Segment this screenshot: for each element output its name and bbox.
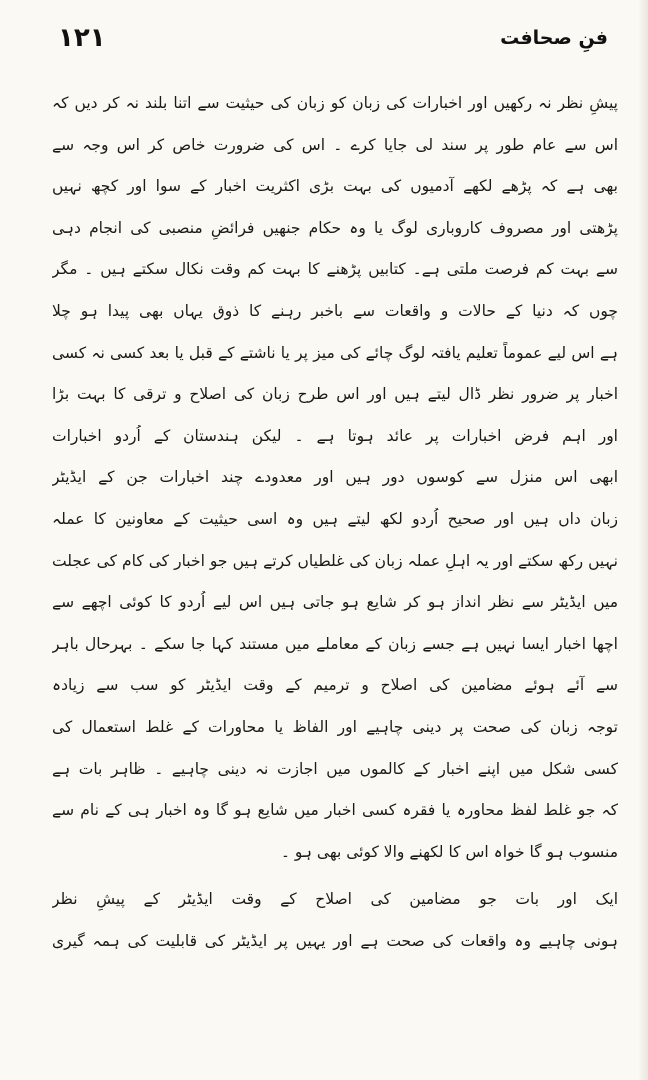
text-line: بھی ہے کہ پڑھے لکھے آدمیوں کی بہت بڑی اکثریت اخبار کے سوا اور کچھ نہیں	[52, 177, 618, 196]
text-line: ابھی اس منزل سے کوسوں دور ہیں اور معدودے چند اخبارات جن کے ایڈیٹر	[52, 468, 618, 487]
text-line-paragraph-end: منسوب ہو گا خواہ اس کا لکھنے والا کوئی بھی ہو ۔	[280, 842, 618, 861]
text-line-paragraph-start: ایک اور بات جو مضامین کی اصلاح کے وقت ایڈیٹر کے پیشِ نظر	[52, 890, 618, 909]
text-line: اس سے عام طور پر سند لی جایا کرے ۔ اس کی ضرورت خاص کر اس وجہ سے	[52, 135, 618, 154]
text-line: چوں کہ دنیا کے حالات و واقعات سے باخبر رہنے کا ذوق یہاں بھی پیدا ہو چلا	[52, 301, 618, 320]
text-line: کہ جو غلط لفظ محاورہ یا فقرہ کسی اخبار میں شایع ہو گا وہ اخبار ہی کے نام سے	[52, 801, 618, 820]
text-line: سے بہت کم فرصت ملتی ہے۔ کتابیں پڑھنے کا بہت کم وقت نکال سکتے ہیں ۔ مگر	[52, 260, 618, 279]
text-line: میں ایڈیٹر سے نظر انداز ہو کر شایع ہو جاتی ہیں اس لیے اُردو کا کوئی اچھے سے	[52, 593, 618, 612]
page-edge-shadow	[638, 0, 648, 1080]
text-line: اور اہم فرض اخبارات پر عائد ہوتا ہے ۔ لیکن ہندستان کے اُردو اخبارات	[52, 426, 618, 445]
text-line: توجہ زبان کی صحت پر دینی چاہیے اور الفاظ یا محاورات کے غلط استعمال کی	[52, 717, 618, 736]
page-number: ۱۲۱	[58, 23, 106, 53]
text-line: سے آئے ہوئے مضامین کی اصلاح و ترمیم کے وقت ایڈیٹر کو سب سے زیادہ	[52, 676, 618, 695]
text-line: پڑھتی اور مصروف کاروباری لوگ یا وہ حکام جنھیں فرائضِ منصبی کی انجام دہی	[52, 218, 618, 237]
text-line: کسی شکل میں اپنے اخبار کے کالموں میں اجازت نہ دینی چاہیے ۔ ظاہر بات ہے	[52, 759, 618, 778]
text-line: پیشِ نظر نہ رکھیں اور اخبارات کی زبان کو زبان کی حیثیت سے اتنا بلند نہ کر دیں کہ	[52, 94, 618, 112]
text-line: ہونی چاہیے وہ واقعات کی صحت ہے اور یہیں پر ایڈیٹر کی قابلیت کی ہمہ گیری	[52, 931, 618, 950]
body-text	[52, 92, 618, 971]
text-line: اخبار پر ضرور نظر ڈال لیتے ہیں اور اس طرح زبان کی اصلاح و ترقی کا بہت بڑا	[52, 385, 618, 404]
page-header	[58, 18, 608, 58]
text-line: اچھا اخبار ایسا نہیں ہے جسے زبان کے معاملے میں مستند کہا جا سکے ۔ بہرحال باہر	[52, 634, 618, 653]
text-line: نہیں رکھ سکتے اور یہ اہلِ عملہ زبان کی غلطیاں کرتے ہیں جو اخبار کی کام کی عجلت	[52, 551, 618, 570]
text-line: ہے اس لیے عموماً تعلیم یافتہ لوگ چائے کی میز پر یا ناشتے کے قبل یا بعد کسی نہ کسی	[52, 343, 618, 362]
text-line: زبان داں ہیں اور صحیح اُردو لکھ لیتے ہیں وہ اسی حیثیت کے معاونین کا عملہ	[52, 509, 618, 528]
running-title: فنِ صحافت	[500, 27, 608, 49]
